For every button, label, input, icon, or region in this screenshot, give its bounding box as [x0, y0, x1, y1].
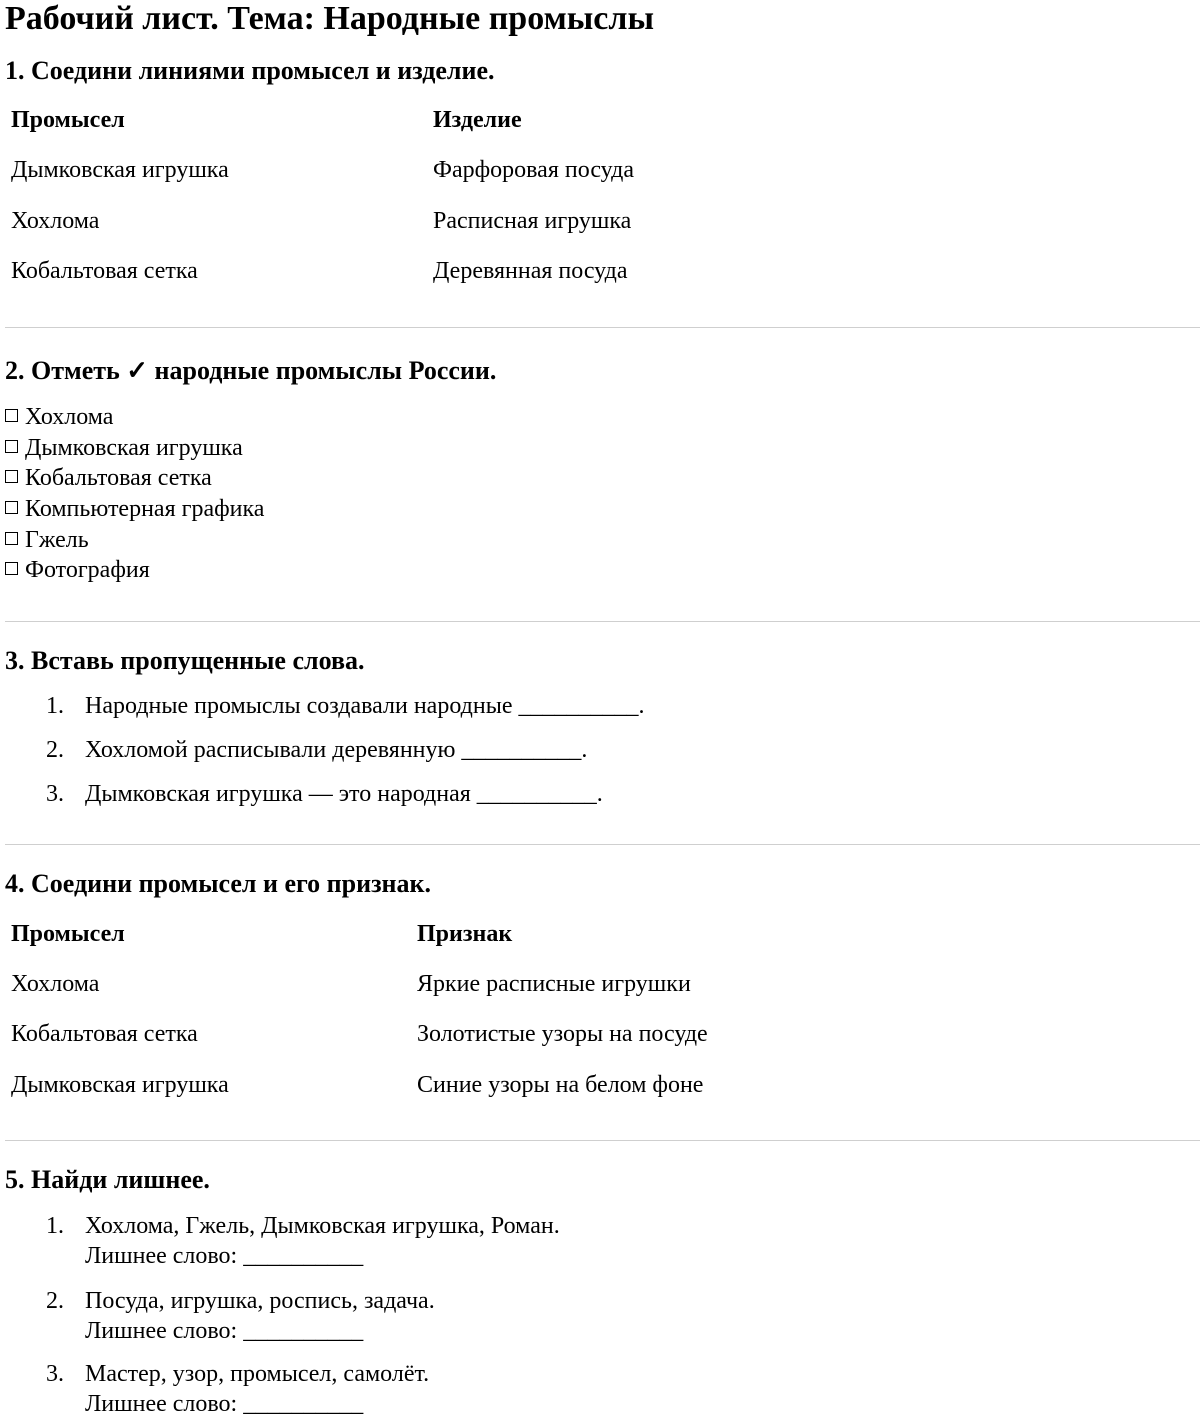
section-4-heading: 4. Соедини промысел и его признак.: [5, 869, 432, 898]
section-divider: [5, 621, 1200, 622]
checkbox-icon[interactable]: [5, 501, 18, 514]
s4-right-item: Яркие расписные игрушки: [417, 971, 691, 997]
checkbox-label: Гжель: [25, 527, 89, 553]
s1-right-item: Деревянная посуда: [433, 258, 628, 284]
checkbox-item[interactable]: [5, 434, 243, 462]
s1-col-left-header: Промысел: [11, 107, 125, 133]
checkbox-label: Кобальтовая сетка: [25, 465, 212, 491]
checkbox-icon[interactable]: [5, 440, 18, 453]
list-number: 1.: [46, 1213, 64, 1239]
section-divider: [5, 327, 1200, 328]
fill-in-item: Хохломой расписывали деревянную __________.: [85, 737, 588, 763]
checkbox-label: Компьютерная графика: [25, 496, 265, 522]
s4-right-item: Золотистые узоры на посуде: [417, 1021, 708, 1047]
section-divider: [5, 844, 1200, 845]
checkbox-icon[interactable]: [5, 470, 18, 483]
s1-left-item: Дымковская игрушка: [11, 157, 229, 183]
checkbox-label: Хохлома: [25, 404, 114, 430]
checkbox-item[interactable]: [5, 464, 212, 492]
s4-col-left-header: Промысел: [11, 921, 125, 947]
checkbox-icon[interactable]: [5, 409, 18, 422]
checkbox-icon[interactable]: [5, 532, 18, 545]
s1-right-item: Расписная игрушка: [433, 208, 632, 234]
s1-right-item: Фарфоровая посуда: [433, 157, 634, 183]
checkbox-item[interactable]: [5, 556, 150, 584]
section-2-heading: 2. Отметь ✓ народные промыслы России.: [5, 356, 497, 385]
checkbox-icon[interactable]: [5, 562, 18, 575]
s4-left-item: Кобальтовая сетка: [11, 1021, 198, 1047]
section-5-heading: 5. Найди лишнее.: [5, 1165, 210, 1194]
list-number: 2.: [46, 1288, 64, 1314]
s1-left-item: Хохлома: [11, 208, 100, 234]
s4-left-item: Дымковская игрушка: [11, 1072, 229, 1098]
list-number: 3.: [46, 781, 64, 807]
odd-one-out-item: Посуда, игрушка, роспись, задача.: [85, 1288, 435, 1314]
odd-one-out-item: Мастер, узор, промысел, самолёт.: [85, 1361, 430, 1387]
odd-one-out-item: Хохлома, Гжель, Дымковская игрушка, Роман.: [85, 1213, 560, 1239]
section-3-heading: 3. Вставь пропущенные слова.: [5, 646, 365, 675]
checkbox-label: Фотография: [25, 557, 150, 583]
checkbox-item[interactable]: [5, 495, 264, 523]
section-divider: [5, 1140, 1200, 1141]
list-number: 3.: [46, 1361, 64, 1387]
s4-left-item: Хохлома: [11, 971, 100, 997]
fill-in-item: Народные промыслы создавали народные __________.: [85, 693, 645, 719]
checkbox-label: Дымковская игрушка: [25, 435, 243, 461]
fill-in-item: Дымковская игрушка — это народная __________.: [85, 781, 603, 807]
s1-left-item: Кобальтовая сетка: [11, 258, 198, 284]
s4-right-item: Синие узоры на белом фоне: [417, 1072, 704, 1098]
list-number: 2.: [46, 737, 64, 763]
s1-col-right-header: Изделие: [433, 107, 522, 133]
list-number: 1.: [46, 693, 64, 719]
s4-col-right-header: Признак: [417, 921, 513, 947]
section-1-heading: 1. Соедини линиями промысел и изделие.: [5, 56, 495, 85]
answer-line: Лишнее слово: __________: [85, 1318, 364, 1344]
answer-line: Лишнее слово: __________: [85, 1391, 364, 1417]
answer-line: Лишнее слово: __________: [85, 1243, 364, 1269]
checkbox-item[interactable]: [5, 403, 113, 431]
checkbox-item[interactable]: [5, 526, 89, 554]
page-title: Рабочий лист. Тема: Народные промыслы: [5, 0, 654, 37]
